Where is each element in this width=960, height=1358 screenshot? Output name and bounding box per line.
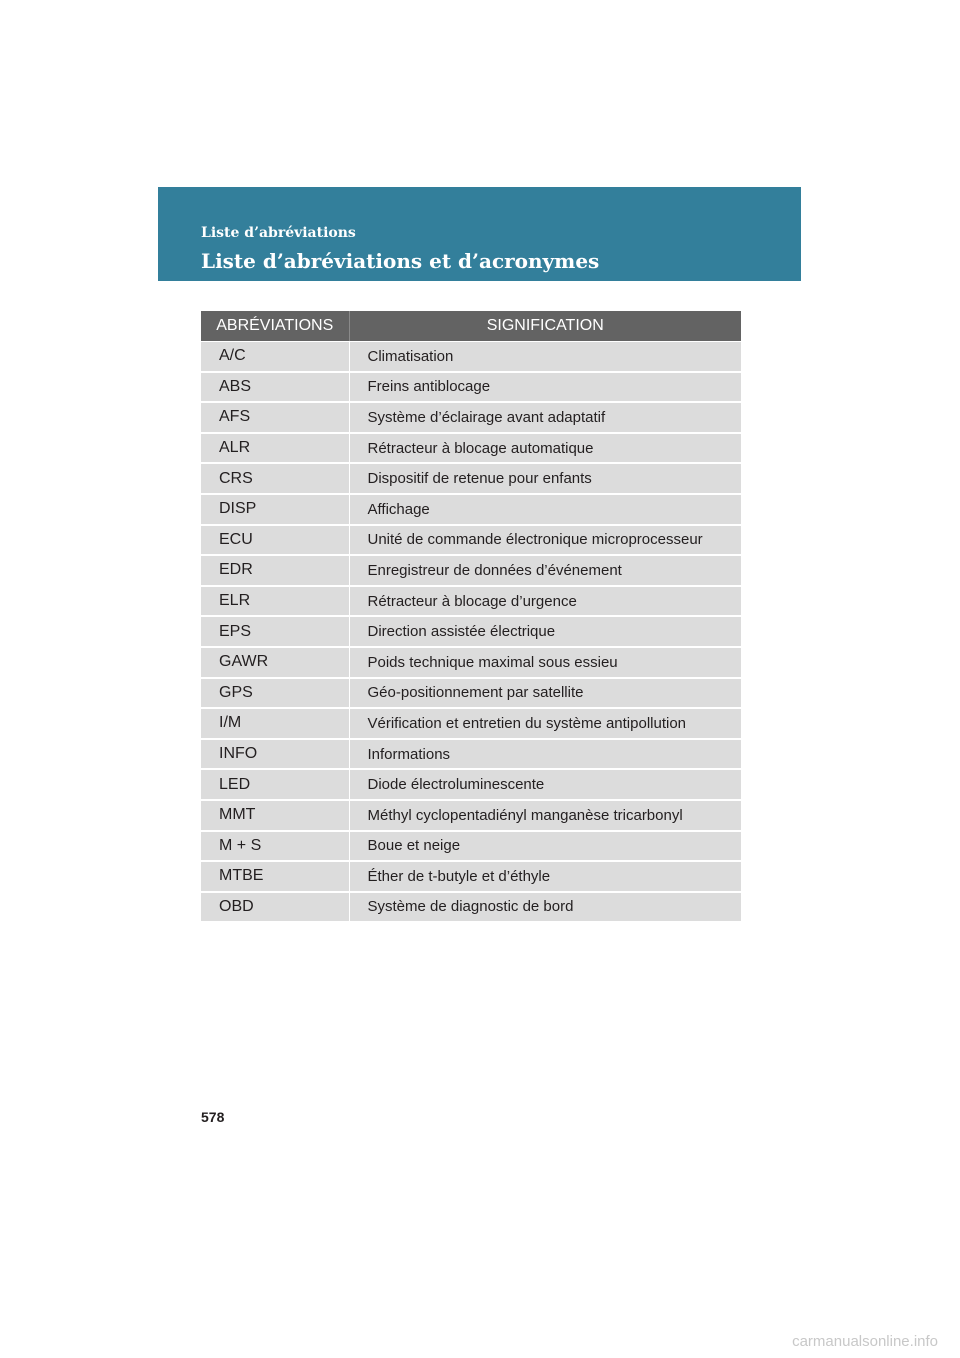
meaning-cell: Unité de commande électronique microprocesseur <box>349 525 741 556</box>
table-row <box>201 342 741 372</box>
table-row <box>201 678 741 709</box>
abbreviation-cell: ECU <box>201 525 349 556</box>
meaning-cell: Dispositif de retenue pour enfants <box>349 463 741 494</box>
meaning-cell: Éther de t-butyle et d’éthyle <box>349 861 741 892</box>
table-row <box>201 739 741 770</box>
meaning-cell: Rétracteur à blocage d’urgence <box>349 586 741 617</box>
abbreviation-cell: I/M <box>201 708 349 739</box>
table-row <box>201 463 741 494</box>
abbreviation-cell: ALR <box>201 433 349 464</box>
meaning-cell: Direction assistée électrique <box>349 616 741 647</box>
table-row <box>201 555 741 586</box>
abbreviation-cell: CRS <box>201 463 349 494</box>
meaning-cell: Diode électroluminescente <box>349 769 741 800</box>
abbreviation-cell: EPS <box>201 616 349 647</box>
table-row <box>201 372 741 403</box>
abbreviation-cell: DISP <box>201 494 349 525</box>
meaning-cell: Freins antiblocage <box>349 372 741 403</box>
abbreviation-cell: AFS <box>201 402 349 433</box>
table-row <box>201 586 741 617</box>
meaning-cell: Méthyl cyclopentadiényl manganèse tricarbonyl <box>349 800 741 831</box>
table-row <box>201 892 741 923</box>
table-row <box>201 494 741 525</box>
abbreviation-cell: GAWR <box>201 647 349 678</box>
abbreviation-cell: M + S <box>201 831 349 862</box>
table-row <box>201 861 741 892</box>
abbreviation-cell: OBD <box>201 892 349 923</box>
page-number: 578 <box>201 1109 225 1125</box>
page-title: Liste d’abréviations et d’acronymes <box>201 249 600 273</box>
table-row <box>201 616 741 647</box>
meaning-cell: Géo-positionnement par satellite <box>349 678 741 709</box>
table-row <box>201 402 741 433</box>
table-row <box>201 525 741 556</box>
meaning-cell: Climatisation <box>349 342 741 372</box>
table-row <box>201 769 741 800</box>
column-header-signification: SIGNIFICATION <box>349 311 741 342</box>
abbreviation-cell: GPS <box>201 678 349 709</box>
abbreviation-cell: EDR <box>201 555 349 586</box>
abbreviation-cell: MTBE <box>201 861 349 892</box>
column-header-abbreviations: ABRÉVIATIONS <box>201 311 349 342</box>
table-row <box>201 831 741 862</box>
table-header-row <box>201 311 741 342</box>
table-row <box>201 433 741 464</box>
abbreviations-table <box>201 311 741 923</box>
abbreviation-cell: ELR <box>201 586 349 617</box>
meaning-cell: Vérification et entretien du système antipollution <box>349 708 741 739</box>
header-band <box>158 187 801 281</box>
table-row <box>201 800 741 831</box>
meaning-cell: Boue et neige <box>349 831 741 862</box>
meaning-cell: Enregistreur de données d’événement <box>349 555 741 586</box>
abbreviation-cell: ABS <box>201 372 349 403</box>
meaning-cell: Informations <box>349 739 741 770</box>
abbreviation-cell: A/C <box>201 342 349 372</box>
meaning-cell: Poids technique maximal sous essieu <box>349 647 741 678</box>
meaning-cell: Système de diagnostic de bord <box>349 892 741 923</box>
abbreviation-cell: LED <box>201 769 349 800</box>
section-label: Liste d’abréviations <box>201 225 356 241</box>
abbreviation-cell: INFO <box>201 739 349 770</box>
table-row <box>201 647 741 678</box>
meaning-cell: Rétracteur à blocage automatique <box>349 433 741 464</box>
table-row <box>201 708 741 739</box>
meaning-cell: Système d’éclairage avant adaptatif <box>349 402 741 433</box>
meaning-cell: Affichage <box>349 494 741 525</box>
table-body <box>201 342 741 923</box>
abbreviation-cell: MMT <box>201 800 349 831</box>
watermark: carmanualsonline.info <box>792 1333 938 1350</box>
